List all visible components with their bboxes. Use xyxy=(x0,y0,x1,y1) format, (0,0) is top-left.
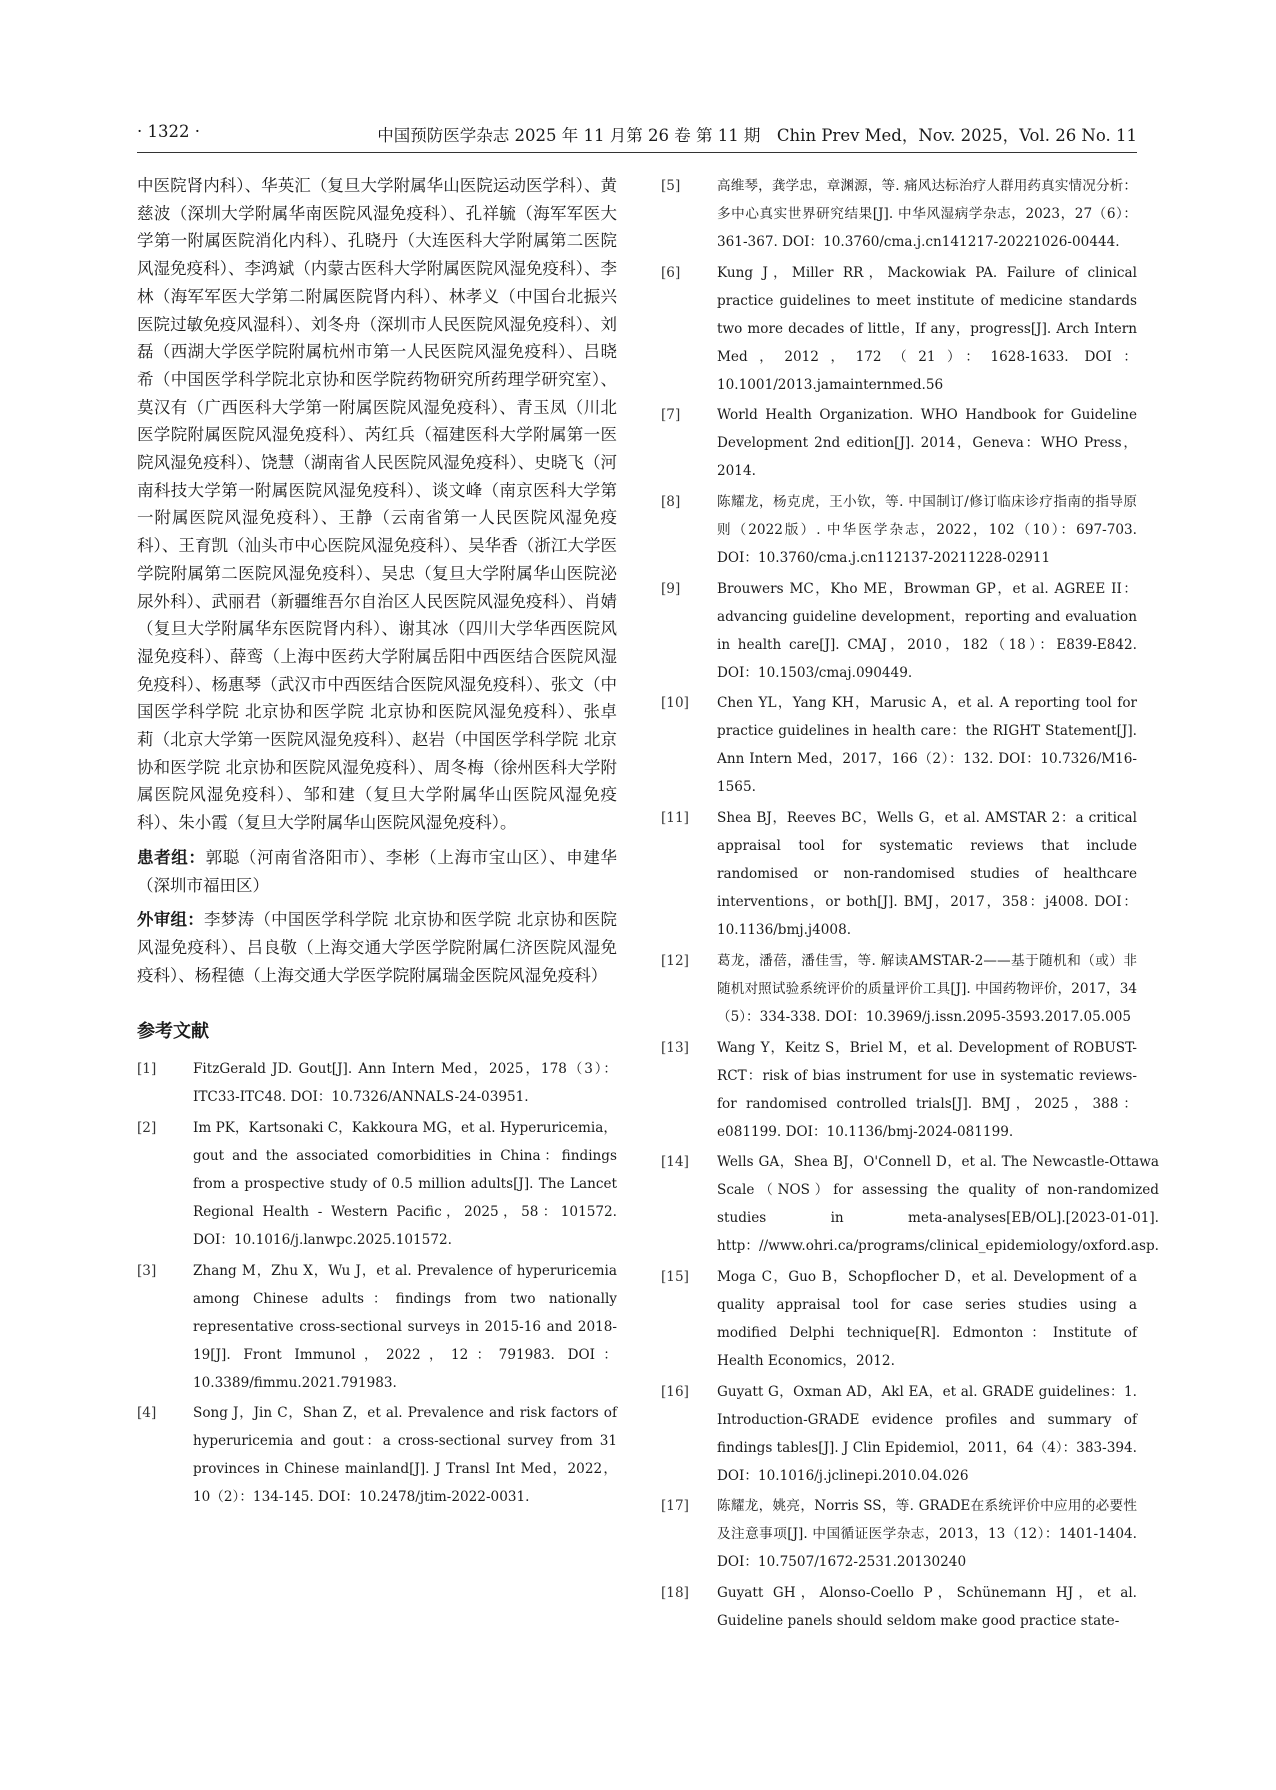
reference-number: [15] xyxy=(661,1268,689,1285)
references-list-right xyxy=(661,172,1160,1635)
reference-text: Im PK，Kartsonaki C，Kakkoura MG，et al. Hyperuricemia，gout and the associated comorbidities in China：findings from a prospective study of 0.5 million adults[J]. The Lancet Regional Health - Western Pacific，2025，58：101572. DOI：10.1016/j.lanwpc.2025.101572. xyxy=(193,1120,617,1249)
header-rule xyxy=(137,152,1137,153)
external-review-label: 外审组： xyxy=(137,910,205,930)
reference-number: [12] xyxy=(661,952,689,969)
reference-item xyxy=(661,1148,1160,1260)
reference-number: [3] xyxy=(137,1262,157,1279)
patient-group-label: 患者组： xyxy=(137,847,206,867)
reference-item xyxy=(661,1579,1137,1635)
reference-number: [4] xyxy=(137,1405,157,1422)
contributors-paragraph: 中医院肾内科）、华英汇（复旦大学附属华山医院运动医学科）、黄慈波（深圳大学附属华南医院风湿免疫科）、孔祥毓（海军军医大学第一附属医院消化内科）、孔晓丹（大连医科大学附属第二医院风湿免疫科）、李鸿斌（内蒙古医科大学附属医院风湿免疫科）、李林（海军军医大学第二附属医院肾内科）、林孝义（中国台北振兴医院过敏免疫风湿科）、刘冬舟（深圳市人民医院风湿免疫科）、刘磊（西湖大学医学院附属杭州市第一人民医院风湿免疫科）、吕晓希（中国医学科学院北京协和医学院药物研究所药理学研究室）、莫汉有（广西医科大学第一附属医院风湿免疫科）、青玉凤（川北医学院附属医院风湿免疫科）、芮红兵（福建医科大学附属第一医院风湿免疫科）、饶慧（湖南省人民医院风湿免疫科）、史晓飞（河南科技大学第一附属医院风湿免疫科）、谈文峰（南京医科大学第一附属医院风湿免疫科）、王静（云南省第一人民医院风湿免疫科）、王育凯（汕头市中心医院风湿免疫科）、吴华香（浙江大学医学院附属第二医院风湿免疫科）、吴忠（复旦大学附属华山医院泌尿外科）、武丽君（新疆维吾尔自治区人民医院风湿免疫科）、肖婧（复旦大学附属华东医院肾内科）、谢其冰（四川大学华西医院风湿免疫科）、薛鸾（上海中医药大学附属岳阳中西医结合医院风湿免疫科）、杨惠琴（武汉市中西医结合医院风湿免疫科）、张文（中国医学科学院 北京协和医学院 北京协和医院风湿免疫科）、张卓莉（北京大学第一医院风湿免疫科）、赵岩（中国医学科学院 北京协和医学院 北京协和医院风湿免疫科）、周冬梅（徐州医科大学附属医院风湿免疫科）、邹和建（复旦大学附属华山医院风湿免疫科）、朱小霞（复旦大学附属华山医院风湿免疫科）。 xyxy=(137,176,617,833)
reference-text: FitzGerald JD. Gout[J]. Ann Intern Med，2025，178（3）：ITC33-ITC48. DOI：10.7326/ANNALS-24-03951. xyxy=(193,1061,617,1106)
reference-text: 陈耀龙，姚亮，Norris SS，等. GRADE在系统评价中应用的必要性及注意事项[J]. 中国循证医学杂志，2013，13（12）：1401-1404. DOI：10.7507/1672-2531.20130240 xyxy=(717,1498,1137,1571)
reference-item xyxy=(661,1492,1137,1576)
reference-text: 陈耀龙，杨克虎，王小钦，等. 中国制订/修订临床诊疗指南的指导原则（2022版）. 中华医学杂志，2022，102（10）：697-703. DOI：10.3760/cma.j.cn112137-20211228-02911 xyxy=(717,494,1137,567)
reference-number: [11] xyxy=(661,810,689,827)
patient-group-text: 郭聪（河南省洛阳市）、李彬（上海市宝山区）、申建华（深圳市福田区） xyxy=(137,847,618,895)
page-number: · 1322 · xyxy=(137,122,200,141)
reference-number: [8] xyxy=(661,494,681,511)
reference-item xyxy=(137,1055,617,1111)
reference-number: [2] xyxy=(137,1120,157,1137)
left-column xyxy=(137,172,617,1514)
right-column xyxy=(661,172,1160,1638)
reference-item xyxy=(661,1034,1137,1146)
reference-item xyxy=(137,1399,617,1511)
reference-text: 葛龙，潘蓓，潘佳雪，等. 解读AMSTAR-2——基于随机和（或）非随机对照试验系统评价的质量评价工具[J]. 中国药物评价，2017，34（5）：334-338. DOI：10.3969/j.issn.2095-3593.2017.05.005 xyxy=(717,952,1137,1025)
reference-text: Guyatt GH，Alonso-Coello P，Schünemann HJ，et al. Guideline panels should seldom make good practice state- xyxy=(717,1584,1137,1629)
reference-text: Brouwers MC，Kho ME，Browman GP，et al. AGREE II：advancing guideline development，reporting and evaluation in health care[J]. CMAJ，2010，182（18）：E839-E842. DOI：10.1503/cmaj.090449. xyxy=(717,580,1137,681)
reference-number: [7] xyxy=(661,407,681,424)
reference-item xyxy=(661,575,1137,687)
reference-item xyxy=(661,947,1137,1031)
reference-item xyxy=(137,1114,617,1254)
reference-number: [6] xyxy=(661,264,681,281)
reference-text: Guyatt G，Oxman AD，Akl EA，et al. GRADE guidelines：1. Introduction-GRADE evidence profiles and summary of findings tables[J]. J Clin Epidemiol，2011，64（4）：383-394. DOI：10.1016/j.jclinepi.2010.04.026 xyxy=(717,1383,1137,1484)
reference-number: [18] xyxy=(661,1584,689,1601)
reference-item xyxy=(137,1257,617,1397)
running-header xyxy=(137,118,1137,148)
reference-number: [17] xyxy=(661,1498,689,1515)
reference-number: [14] xyxy=(661,1154,689,1171)
reference-number: [10] xyxy=(661,695,689,712)
reference-text: Moga C，Guo B，Schopflocher D，et al. Development of a quality appraisal tool for case series studies using a modified Delphi technique[R]. Edmonton：Institute of Health Economics，2012. xyxy=(717,1268,1137,1369)
reference-number: [13] xyxy=(661,1039,689,1056)
references-list-left xyxy=(137,1055,617,1511)
reference-text: World Health Organization. WHO Handbook for Guideline Development 2nd edition[J]. 2014，Geneva：WHO Press，2014. xyxy=(717,407,1137,480)
reference-item xyxy=(661,1378,1137,1490)
reference-text: Kung J，Miller RR，Mackowiak PA. Failure of clinical practice guidelines to meet institute of medicine standards two more decades of little，If any，progress[J]. Arch Intern Med，2012，172（21）：1628-1633. DOI：10.1001/2013.jamainternmed.56 xyxy=(717,264,1137,393)
reference-item xyxy=(661,172,1137,256)
external-review-group xyxy=(137,906,617,989)
reference-item xyxy=(661,488,1137,572)
reference-text: 高维琴，龚学忠，章渊源，等. 痛风达标治疗人群用药真实情况分析：多中心真实世界研究结果[J]. 中华风湿病学杂志，2023，27（6）：361-367. DOI：10.3760/cma.j.cn141217-20221026-00444. xyxy=(717,178,1137,250)
reference-text: Wells GA，Shea BJ，O'Connell D，et al. The Newcastle-Ottawa Scale（NOS）for assessing the quality of non-randomized studies in meta-analyses[EB/OL].[2023-01-01]. http：//www.ohri.ca/programs/clinical_epidemiology/oxford.asp. xyxy=(717,1154,1160,1255)
reference-item xyxy=(661,689,1137,801)
reference-number: [16] xyxy=(661,1383,689,1400)
reference-number: [9] xyxy=(661,580,681,597)
reference-item xyxy=(661,1263,1137,1375)
patient-group xyxy=(137,844,617,899)
reference-text: Song J，Jin C，Shan Z，et al. Prevalence and risk factors of hyperuricemia and gout：a cross-sectional survey from 31 provinces in Chinese mainland[J]. J Transl Int Med，2022，10（2）：134-145. DOI：10.2478/jtim-2022-0031. xyxy=(193,1405,617,1506)
reference-item xyxy=(661,804,1137,944)
reference-item xyxy=(661,401,1137,485)
reference-number: [5] xyxy=(661,178,681,194)
reference-text: Shea BJ，Reeves BC，Wells G，et al. AMSTAR 2：a critical appraisal tool for systematic reviews that include randomised or non-randomised studies of healthcare interventions，or both[J]. BMJ，2017，358：j4008. DOI：10.1136/bmj.j4008. xyxy=(717,810,1137,939)
reference-text: Wang Y，Keitz S，Briel M，et al. Development of ROBUST-RCT：risk of bias instrument for use in systematic reviews-for randomised controlled trials[J]. BMJ，2025，388：e081199. DOI：10.1136/bmj-2024-081199. xyxy=(717,1039,1137,1140)
reference-number: [1] xyxy=(137,1061,157,1078)
reference-text: Zhang M，Zhu X，Wu J，et al. Prevalence of hyperuricemia among Chinese adults：findings from two nationally representative cross-sectional surveys in 2015-16 and 2018-19[J]. Front Immunol，2022，12：791983. DOI：10.3389/fimmu.2021.791983. xyxy=(193,1262,617,1391)
external-review-text: 李梦涛（中国医学科学院 北京协和医学院 北京协和医院风湿免疫科）、吕良敬（上海交通大学医学院附属仁济医院风湿免疫科）、杨程德（上海交通大学医学院附属瑞金医院风湿免疫科） xyxy=(137,910,618,985)
reference-text: Chen YL，Yang KH，Marusic A，et al. A reporting tool for practice guidelines in health care：the RIGHT Statement[J]. Ann Intern Med，2017，166（2）：132. DOI：10.7326/M16-1565. xyxy=(717,695,1137,796)
reference-item xyxy=(661,259,1137,399)
references-heading: 参考文献 xyxy=(137,1021,209,1043)
journal-citation: 中国预防医学杂志 2025 年 11 月第 26 卷 第 11 期 Chin Prev Med，Nov. 2025，Vol. 26 No. 11 xyxy=(377,126,1137,145)
